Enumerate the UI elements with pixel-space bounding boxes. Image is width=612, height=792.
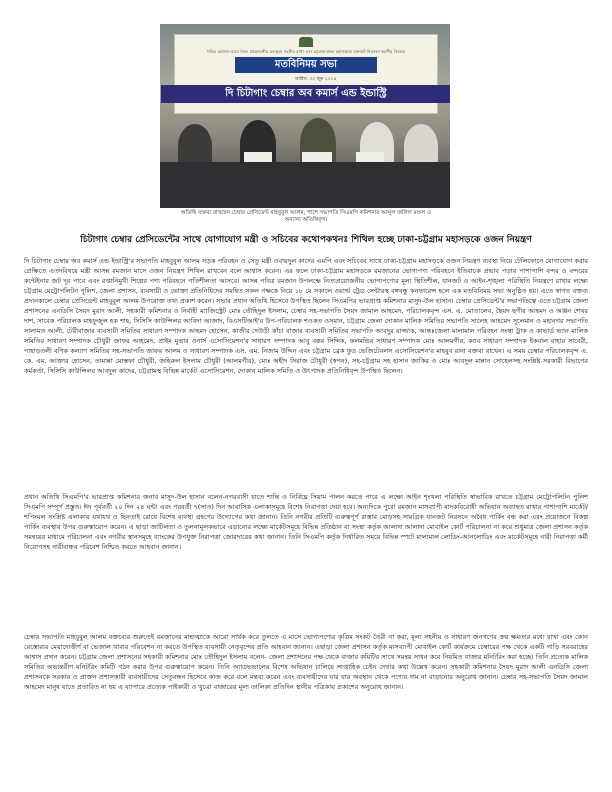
banner-date: তারিখ: ৩০ জুন ২০১৪ <box>295 77 337 82</box>
body-paragraph: দি চিটাগাং চেম্বার অব কমার্স এন্ড ইন্ডাস্ট্রি'র সভাপতি মাহবুবুল আলম সড়ক পরিবহন ও সেতু মন্ত্রী ওবায়দুল কাদের এমপি এবং সচিবের সাথে ঢাকা-চট্টগ্রাম মহাসড়কে ওজন নিয়ন্ত্রণ ব্যবস্থা নিয়ে টেলিফোনে যোগাযোগ করার প্রেক্ষিতে এতদবিষয়ে মন্ত্রী আসন্ন রমজান মাসে ওজন নিয়ন্ত্রণ শিথিল রাখবেন বলে আশ্বাস করেন। এর ফলে ঢাকা-চট্টগ্রাম মহাসড়কে রমজানের ভোগ্যপণ্য পরিবহনে ইতিবাচক প্রভাব পড়ার পাশাপাশি বন্দর ও বন্দরের কন্টেইনার জট দূর পাবে এবং রপ্তানিমুখী শিল্পের পণ্য পরিবহনে গতিশীলতা আসবে। আসন্ন পবিত্র রমজান উপলক্ষে নিত্যপ্রয়োজনীয় ভোগ্যপণ্যের মূল্য স্থিতিশীল, যানজট ও আইন-শৃঙ্খলা পরিস্থিতি নিয়ন্ত্রণে রাখার লক্ষ্যে চট্টগ্রাম মেট্রোপলিটন পুলিশ, জেলা প্রশাসন, ব্যবসায়ী ও ভোক্তা প্রতিনিধিদের সমন্বিত সকল পক্ষকে নিয়ে ১৮ মে সকালে ওয়ার্ল্ড ট্রেড সেন্টারস্থ বঙ্গবন্ধু কনফারেন্স হলে এক মতবিনিময় সভা অনুষ্ঠিত হয়। এতে স্বাগত বক্তব্য প্রদানকালে চেম্বার প্রেসিডেন্ট মাহবুবুল আলম উপরোক্ত তথ্য প্রকাশ করেন। সভার প্রধান অতিথি হিসেবে উপস্থিত ছিলেন সিএমপির ভারপ্রাপ্ত কমিশনার মাসুদ-উল হাসান। চেম্বার প্রেসিডেন্ট'র সভাপতিত্বে এতে চট্টগ্রাম জেলা প্রশাসনের এনডিসি সৈয়দ মুরাদ আলী, সহকারী কমিশনার ও নির্বাহী ম্যাজিস্ট্রেট মোঃ তৌহিদুল ইসলাম, চেম্বার সহ-সভাপতি সৈয়দ জামাল আহমেদ, পরিচালকবৃন্দ এস. এ. মোতালেব, ছৈয়দ ছগীর আহমদ ও অঞ্জন শেখর দাশ, সাবেক পরিচালক মাহফুজুল হক শাহ, সিসিসি কাউন্সিলর আবিদা আজাদ, বিএসটিআই'র উপ-পরিচালক শওকত ওসমান, চট্টগ্রাম জেলা দোকান মালিক সমিতির সভাপতি সালেহ আহমেদ সুলেমান ও মহানগর সভাপতি সালামত আলী, টেরীবাজার ব্যবসায়ী সমিতির সাধারণ সম্পাদক আহমদ হোসেন, কাজীর দেউড়ী কাঁচা বাজার ব্যবসায়ী সমিতির সভাপতি আবদুর রাজ্জাক, আন্তঃজেলা মালামাল পরিবহন সংস্থা ট্রাক ও কাভার্ড ভ্যান মালিক সমিতির সাধারণ সম্পাদক চৌধুরী জাফর আহমেদ, প্রাইম মুভার ওনার্স এসোসিয়েশন'র সাধারণ সম্পাদক আবু বক্কর সিদ্দিক, ফলমন্ডির সাধারণ সম্পাদক মোঃ আলমগীর, ক্যাব সাধারণ সম্পাদক ইকবাল বাহার সাবেরী, পাহাড়তলী বণিক কল্যাণ সমিতির সহ-সভাপতি জাফর আলম ও সাধারণ সম্পাদক এস. এম. নিজাম উদ্দিন এবং চট্টগ্রাম ব্রেক ফুড ভেজিটেবলস এসোসিয়েশন'র মাহবুব রানা বক্তব্য রাখেন। এ সময় চেম্বার পরিচালকবৃন্দ এ. কে. এম. আক্তার হোসেন, তামান্না মোস্তফা চৌধুরী, জহিরুল ইসলাম চৌধুরী (আলমগীর), মোঃ অহীদ সিরাজ চৌধুরী (স্বপন), সহ-চট্টগ্রাম সহ হাসান জাকির ও মোঃ আবদুল মান্নান সোহেলসহ সংশ্লিষ্ট সরকারী বিভাগের কর্মকর্তা, সিসিসি কাউন্সিলর আবদুল কাদের, চট্টগ্রামস্থ বিভিন্ন মার্কেট এসোসিয়েশন, দোকান মালিক সমিতি ও উৎপাদক প্রতিনিধিবৃন্দ উপস্থিত ছিলেন। <box>24 257 588 375</box>
event-photo <box>160 24 450 208</box>
head-table <box>160 162 450 208</box>
photo-caption: অতিথি বক্তব্য রাখছেন চেম্বার প্রেসিডেন্ট মাহবুবুল আলম, পাশে সভাপতি সিএমপি কমিশনার আব্দুল জলিল মণ্ডল ও অন্যান্য অতিথিবৃন্দ। <box>180 210 432 223</box>
body-paragraph: প্রধান অতিথি সিএমপি'র ভারপ্রাপ্ত কমিশনার জনাব মাসুদ-উল হাসান বলেন-নগরবাসী যাতে শান্তি ও নির্বিঘ্নে সিয়াম পালন করতে পারে এ লক্ষ্যে আইন শৃংখলা পরিস্থিতি স্বাভাবিক রাখতে চট্টগ্রাম মেট্রোপলিটন পুলিশ সিএমপি সম্পূর্ণ প্রস্তুত। ঈদ পূর্ববর্তী ২০ দিন ২৪ ঘন্টা এবং পরবর্তী ৭(সাত) দিন আবাসিক এলাকাসমূহে বিশেষ নিরাপত্তা দেয়া হবে। অন্যদিকে পুরো রমজান মাসব্যাপী মাদকবিরোধী অভিযান অব্যাহত রাখার পাশাপাশি মার্কেট/শপিংমল সংশ্লিষ্ট এলাকায় যথাযথ ও ছিনতাই রোধে বিশেষ ব্যবস্থা গ্রহণের উদ্যোগের কথা জানান। তিনি নগরীর প্রতিটি গুরুত্বপূর্ণ রাস্তার মোড়সহ সামগ্রিক যানজট নিরসনে অবৈধ পার্কিং বন্ধ করা এবং প্রয়োজনে বিকল্প পার্কিং ব্যবস্থার উপর গুরুত্বারোপ করেন। এ ছাড়া জাটিলতা ও তুলনামূলকভাবে এড়ানোর লক্ষ্যে মার্কেটসমূহে বিভিন্ন প্রতিষ্ঠান বা সংস্থা কর্তৃক আলাদা আলাদা মোবাইল কোর্ট পরিচালনা না করে শুধুমাত্র জেলা প্রশাসন কর্তৃক সমন্বয়ের মাধ্যমে পরিচালনা এবং নগরীর স্থানসমূহে ব্যাংকের উপযুক্ত নিরাপত্তা জোরদারের কথা জানান। তিনি সিএমপি কর্তৃক নির্ধারিত সময়ে বিভিন্ন স্পটে মালামাল লোডিং-আনলোডিং এবং মার্কেটসমূহে নারী নিরাপত্তা কর্মী নিয়োগসহ নারীবান্ধব পরিবেশ নিশ্চিত করতে আহবান জানান। <box>24 493 588 551</box>
nameplate <box>356 152 384 162</box>
chamber-logo-icon <box>299 37 313 47</box>
banner-organization: দি চিটাগাং চেম্বার অব কমার্স এন্ড ইন্ডাস্ট্রি <box>161 85 450 103</box>
nameplate <box>302 152 332 162</box>
event-banner <box>174 34 438 114</box>
banner-title: মতবিনিময় সভা <box>235 57 377 73</box>
nameplate <box>244 152 272 162</box>
banner-subtitle: পবিত্র রমজান মাসে নিত্য প্রয়োজনীয় দ্রব্যমূল্য সহনীয় রাখা এবং চট্টগ্রাম-ঢাকা মহাসড়কে যানজট নিরসনে করণীয় বিষয়ক <box>206 49 406 54</box>
body-paragraph: চেম্বার সভাপতি মাহবুবুল আলম বক্তব্যের শুরুতেই রমজানের মাহাত্ম্যকে আরো সার্থক করে তুলতে এ মাসে ভোগ্যপণ্যের কৃত্রিম সংকট তৈরী না করা, মূল্য সহনীয় ও সাধারণ জনগণের ক্রয় ক্ষমতার মধ্যে রাখা এবং কোন রেস্তোরার মেয়াদোত্তীর্ণ বা ভেজাল খাবার পরিবেশন না করতে উপস্থিত ব্যবসায়ী নেতৃবৃন্দের প্রতি আহবান জানান। এছাড়া জেলা প্রশাসন কর্তৃক মাসব্যাপী মোবাইল কোর্ট কার্যক্রমে চেম্বারের পক্ষ থেকে একটি গাড়ি সরবরাহের আশ্বাস প্রদান করেন। চট্টগ্রাম জেলা প্রশাসনের সহকারী কমিশনার মোঃ তৌহিদুল ইসলাম বলেন- জেলা প্রশাসনের পক্ষ থেকে বাজার কমিটির সাথে সমন্বয় সাধন করে নিয়মিত বাজার মনিটরিং করা হচ্ছে। তিনি প্রত্যেক মালিক সমিতির অভ্যন্তরীণ মনিটরিং কমিটি গঠন করার উপর গুরুত্বারোপ করেন। তিনি অ্যাডভভালের বিশেষ অভিযান চালিয়ে সাপ্তাহিক চেইন দেখার কথা উল্লেখ করেন। সহকারী কমিশনার সৈয়দ মুরাদ আলী এনডিসি জেলা প্রশাসনকে সরকার ও প্রাক্তন প্রশাসকারী ব্যবসায়ীদের সেতুবন্ধন হিসেবে কাজ করে বলে মন্তব্য করেন এবং ব্যবসায়ীদের যার যার অবস্থান থেকে পণ্যের দাম না বাড়ানোর অনুরোধ জানান। চেম্বার সহ-সভাপতি সৈয়দ জামাল আহমেদ মানুষ যাতে প্রতারিত না হয় এ ব্যাপারে প্রত্যেক পাইকারী ও খুচরা বাজারের মূল্য তালিকা প্রতিদিন স্থানীয় পত্রিকায় প্রকাশের অনুরোধ জানান। <box>24 633 588 691</box>
news-headline: চিটাগাং চেম্বার প্রেসিডেন্টের সাথে যোগাযোগ মন্ত্রী ও সচিবের কথোপকথনঃ শিথিল হচ্ছে ঢাকা-চট্টগ্রাম মহাসড়কে ওজন নিয়ন্ত্রণ <box>80 235 532 245</box>
